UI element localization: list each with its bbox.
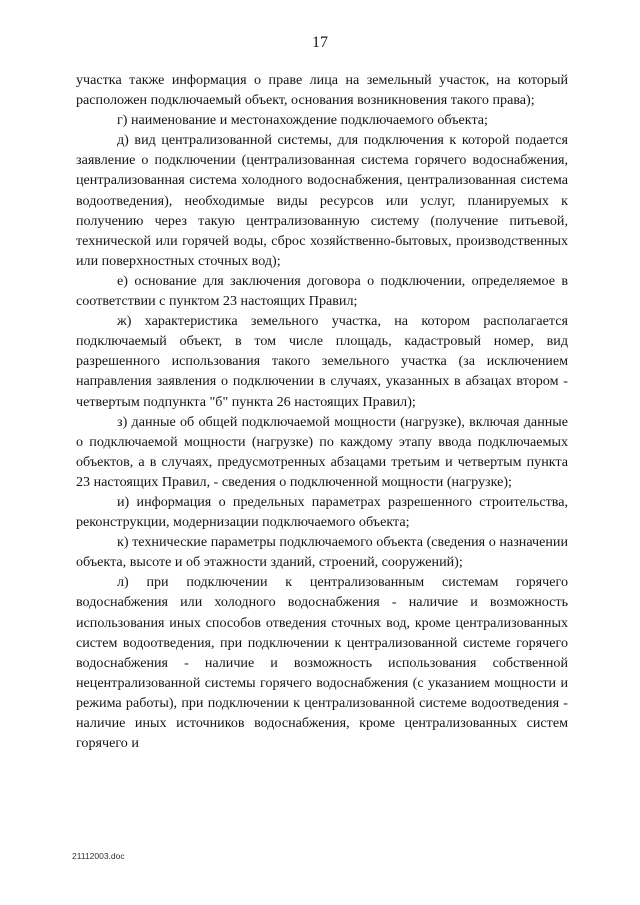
paragraph-g: г) наименование и местонахождение подключаемого объекта; bbox=[117, 112, 488, 129]
paragraph-d: д) вид централизованной системы, для подключения к которой подается заявление о подключении (централизованная система горячего водоснабжения, централизованная система холодного водоснабжения, централизованная система водоотведения), необходимые виды ресурсов или услуг, планируемых к получению через такую централизованную систему (получение питьевой, технической или горячей воды, сброс хозяйственно-бытовых, производственных или поверхностных сточных вод); bbox=[76, 132, 568, 269]
paragraph-zh: ж) характеристика земельного участка, на котором располагается подключаемый объект, в том числе площадь, кадастровый номер, вид разрешенного использования такого земельного участка (за исключением направления заявления о подключении в случаях, указанных в абзацах втором - четвертым подпункта "б" пункта 26 настоящих Правил); bbox=[76, 313, 568, 410]
page-footer-filename: 21112003.doc bbox=[72, 851, 125, 861]
paragraph-i: и) информация о предельных параметрах разрешенного строительства, реконструкции, модернизации подключаемого объекта; bbox=[76, 493, 568, 531]
paragraph-e: е) основание для заключения договора о подключении, определяемое в соответствии с пунктом 23 настоящих Правил; bbox=[76, 272, 568, 310]
paragraph-continuation: участка также информация о праве лица на земельный участок, на который расположен подключаемый объект, основания возникновения такого права); bbox=[76, 72, 568, 109]
paragraph-z: з) данные об общей подключаемой мощности (нагрузке), включая данные о подключаемой мощности (нагрузке) по каждому этапу ввода подключаемых объектов, а в случаях, предусмотренных абзацами третьим и четвертым пункта 23 настоящих Правил, - сведения о подключенной мощности (нагрузке); bbox=[76, 413, 568, 490]
document-body bbox=[76, 70, 568, 753]
paragraph-k: к) технические параметры подключаемого объекта (сведения о назначении объекта, высоте и об этажности зданий, строений, сооружений); bbox=[76, 534, 568, 571]
paragraph-l: л) при подключении к централизованным системам горячего водоснабжения или холодного водоснабжения - наличие и возможность использования иных способов отведения сточных вод, кроме централизованных систем водоотведения, при подключении к централизованной системе горячего водоснабжения - наличие и возможность использования собственной нецентрализованной системы горячего водоснабжения (с указанием мощности и режима работы), при подключении к централизованной системе водоотведения - наличие иных источников водоснабжения, кроме централизованных систем горячего и bbox=[76, 574, 568, 752]
page-number: 17 bbox=[312, 34, 328, 51]
